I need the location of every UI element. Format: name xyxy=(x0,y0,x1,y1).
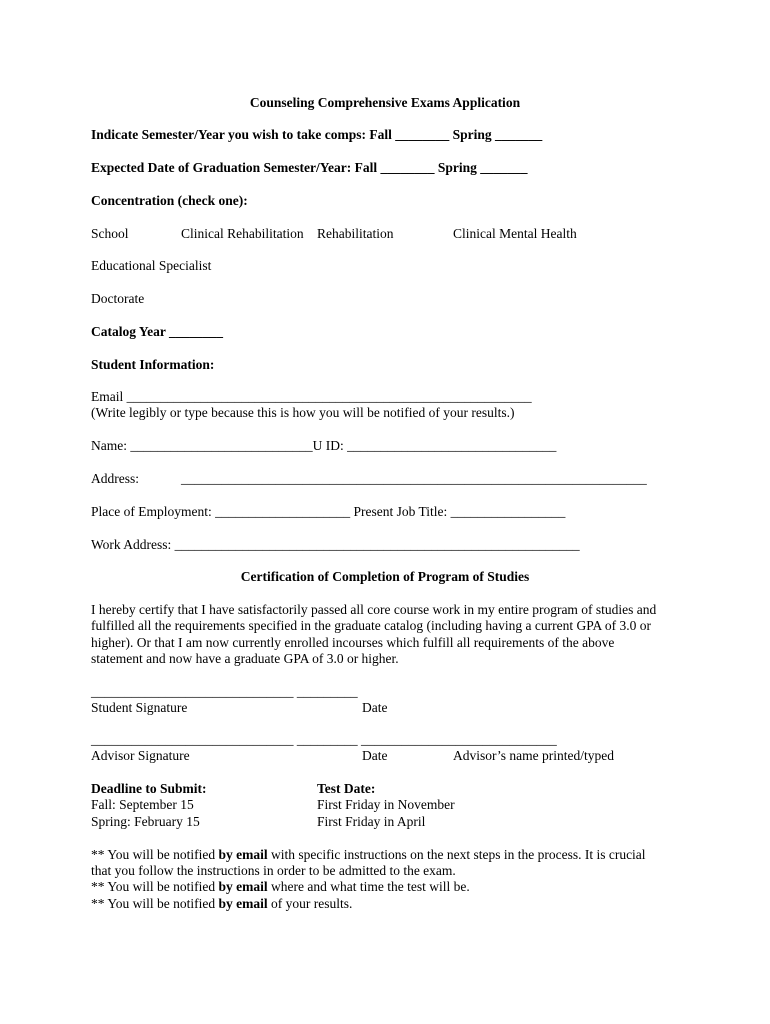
student-info-heading: Student Information: xyxy=(91,357,215,372)
note-3 xyxy=(91,896,352,912)
concentration-heading: Concentration (check one): xyxy=(91,193,248,208)
certification-line-4: statement and now have a graduate GPA of 3.0 or higher. xyxy=(91,651,399,666)
note-2-bold: by email xyxy=(218,879,268,894)
certification-line-3: higher). Or that I am now currently enrolled incourses which fulfill all requirements of the above xyxy=(91,635,615,650)
test-date-heading: Test Date: xyxy=(317,781,376,796)
deadline-spring: Spring: February 15 xyxy=(91,814,200,829)
advisor-date-label: Date xyxy=(362,748,388,763)
employment-field[interactable]: Place of Employment: ____________________ Present Job Title: _________________ xyxy=(91,504,566,519)
name-uid-field[interactable]: Name: ___________________________U ID: _______________________________ xyxy=(91,438,557,453)
note-3-post: of your results. xyxy=(267,896,353,911)
test-date-fall: First Friday in November xyxy=(317,797,455,812)
work-address-field[interactable]: Work Address: ____________________________________________________________ xyxy=(91,537,580,552)
student-date-label: Date xyxy=(362,700,388,715)
option-educational-specialist[interactable]: Educational Specialist xyxy=(91,258,212,273)
email-field[interactable]: Email ____________________________________________________________ xyxy=(91,389,532,404)
email-note: (Write legibly or type because this is how you will be notified of your results.) xyxy=(91,405,515,420)
catalog-year-field[interactable]: Catalog Year ________ xyxy=(91,324,223,339)
option-clinical-mental-health[interactable]: Clinical Mental Health xyxy=(453,226,577,241)
option-rehabilitation[interactable]: Rehabilitation xyxy=(317,226,394,241)
option-doctorate[interactable]: Doctorate xyxy=(91,291,145,306)
deadline-heading: Deadline to Submit: xyxy=(91,781,207,796)
semester-field[interactable]: Indicate Semester/Year you wish to take comps: Fall ________ Spring _______ xyxy=(91,127,543,142)
certification-line-2: fulfilled all the requirements specified in the graduate catalog (including having a current GPA of 3.0 or xyxy=(91,618,651,633)
note-1-pre: ** You will be notified xyxy=(91,847,219,862)
address-label: Address: xyxy=(91,471,139,486)
form-title: Counseling Comprehensive Exams Application xyxy=(249,95,521,110)
note-2-pre: ** You will be notified xyxy=(91,879,219,894)
note-1-line-2: that you follow the instructions in order to be admitted to the exam. xyxy=(91,863,456,878)
deadline-fall: Fall: September 15 xyxy=(91,797,194,812)
note-2 xyxy=(91,879,470,895)
note-3-bold: by email xyxy=(218,896,268,911)
note-1 xyxy=(91,847,646,863)
note-3-pre: ** You will be notified xyxy=(91,896,219,911)
certification-heading: Certification of Completion of Program of Studies xyxy=(240,569,530,584)
student-signature-line[interactable]: ______________________________ _________ xyxy=(91,684,358,699)
note-1-post: with specific instructions on the next steps in the process. It is crucial xyxy=(267,847,646,862)
advisor-signature-label: Advisor Signature xyxy=(91,748,190,763)
note-2-post: where and what time the test will be. xyxy=(267,879,470,894)
student-signature-label: Student Signature xyxy=(91,700,188,715)
note-1-bold: by email xyxy=(218,847,268,862)
graduation-field[interactable]: Expected Date of Graduation Semester/Year: Fall ________ Spring _______ xyxy=(91,160,528,175)
address-field[interactable]: _____________________________________________________________________ xyxy=(181,471,647,486)
certification-line-1: I hereby certify that I have satisfactorily passed all core course work in my entire program of studies and xyxy=(91,602,657,617)
advisor-name-label: Advisor’s name printed/typed xyxy=(453,748,614,763)
test-date-spring: First Friday in April xyxy=(317,814,426,829)
option-clinical-rehabilitation[interactable]: Clinical Rehabilitation xyxy=(181,226,304,241)
advisor-signature-line[interactable]: ______________________________ _________ _____________________________ xyxy=(91,732,557,747)
option-school[interactable]: School xyxy=(91,226,129,241)
